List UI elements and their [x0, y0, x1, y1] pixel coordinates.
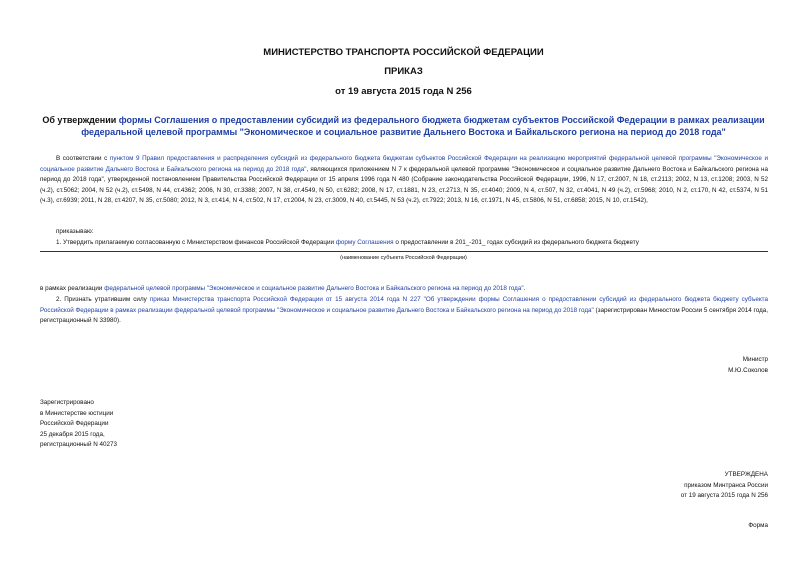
subject-line: [40, 251, 768, 252]
registration-line: регистрационный N 40273: [40, 441, 118, 448]
item-1-text-a: 1. Утвердить прилагаемую согласованную с Министерством финансов Российской Федерации: [56, 239, 336, 246]
approval-line: УТВЕРЖДЕНА: [724, 471, 768, 478]
preamble-paragraph: [40, 154, 768, 207]
document-title: [30, 114, 777, 138]
order-word: приказываю:: [56, 228, 94, 235]
item-1-cont-text-a: в рамках реализации: [40, 285, 105, 292]
registration-line: в Министерстве юстиции: [40, 409, 114, 417]
approval-block: [681, 470, 768, 502]
ministry-heading: МИНИСТЕРСТВО ТРАНСПОРТА РОССИЙСКОЙ ФЕДЕРАЦИИ: [263, 47, 544, 58]
registration-line: Зарегистрировано: [40, 399, 94, 406]
item-2-order-link[interactable]: приказ Министерства транспорта Российской Федерации от 15 августа 2014 года N 227 "Об утверждении формы Соглашения о предоставлении субсидий из федерального бюджета бюджету субъекта Российской Федерации в рамках реализации федеральной целевой программы "Экономическое и социальное развитие Дальнего Востока и Байкальского региона на период до 2018 года": [40, 296, 768, 314]
registration-line: Российской Федерации: [40, 420, 109, 427]
title-form-link[interactable]: формы Соглашения о предоставлении субсидий из федерального бюджета бюджетам субъектов Российской Федерации в рамках реализации федеральной целевой программы "Экономическое и социальное развитие Дальнего Востока и Байкальского региона на период до 2018 года": [81, 115, 765, 137]
item-1: [56, 238, 768, 249]
item-2-text-a: 2. Признать утратившим силу: [56, 296, 150, 303]
item-2-text-b: (зарегистрирован Минюстом России 5 сентября 2014 года, регистрационный N 33980).: [40, 306, 768, 324]
approval-line: от 19 августа 2015 года N 256: [680, 492, 768, 499]
item-1-form-link[interactable]: форму Соглашения: [335, 239, 394, 246]
approval-line: приказом Минтранса России: [684, 481, 768, 489]
preamble-rules-link[interactable]: пунктом 9 Правил предоставления и распределения субсидий из федерального бюджета бюджетам субъектов Российской Федерации на реализацию мероприятий федеральной целевой программы "Экономическое и социальное развитие Дальнего Востока и Байкальского региона на период до 2018 года": [40, 155, 768, 173]
item-1-continuation: [40, 284, 768, 295]
signature-block: [728, 355, 768, 376]
form-label: Форма: [748, 522, 768, 529]
item-1-text-b: о предоставлении в 201_-201_ годах субсидий из федерального бюджета бюджету: [393, 239, 639, 246]
item-2: [40, 295, 768, 327]
subject-caption: (наименование субъекта Российской Федерации): [340, 255, 467, 261]
signature-name: М.Ю.Соколов: [728, 366, 768, 374]
item-1-cont-program-link[interactable]: федеральной целевой программы "Экономическое и социальное развитие Дальнего Востока и Байкальского региона на период до 2018 года": [104, 285, 524, 292]
registration-block: [40, 398, 117, 451]
doc-date-heading: от 19 августа 2015 года N 256: [335, 86, 472, 97]
title-prefix: Об утверждении: [42, 115, 119, 125]
preamble-text-2: , являющихся приложением N 7 к федеральной целевой программе "Экономическое и социальное развитие Дальнего Востока и Байкальского региона на период до 2018 года", утвержденной постановлением Правительства Российской Федерации от 15 апреля 1996 года N 480 (Собрание законодательства Российской Федерации, 1996, N 17, ст.2007, N 18, ст.2113; 2002, N 13, ст.1208; 2003, N 52 (ч.2), ст.5062; 2004, N 52 (ч.2), ст.5498, N 44, ст.4362; 2006, N 30, ст.3388; 2007, N 38, ст.4549, N 50, ст.6282; 2008, N 17, ст.1881, N 23, ст.2713, N 35, ст.4040; 2009, N 4, ст.507, N 32, ст.4041, N 49 (ч.2), ст.5968; 2010, N 2, ст.170, N 42, ст.5374, N 51 (ч.3), ст.6939; 2011, N 28, ст.4207, N 35, ст.5080; 2012, N 3, ст.414, N 4, ст.502, N 17, ст.2004, N 23, ст.3009, N 40, ст.5445, N 53 (ч.2), ст.7922; 2013, N 16, ст.1971, N 45, ст.5806, N 51, ст.6858; 2015, N 10, ст.1542),: [40, 165, 769, 204]
signature-position: Министр: [742, 356, 768, 363]
item-1-cont-text-b: .: [523, 285, 526, 292]
doc-type-heading: ПРИКАЗ: [384, 66, 423, 77]
registration-line: 25 декабря 2015 года,: [40, 430, 105, 438]
preamble-text-1: В соответствии с: [56, 155, 110, 162]
